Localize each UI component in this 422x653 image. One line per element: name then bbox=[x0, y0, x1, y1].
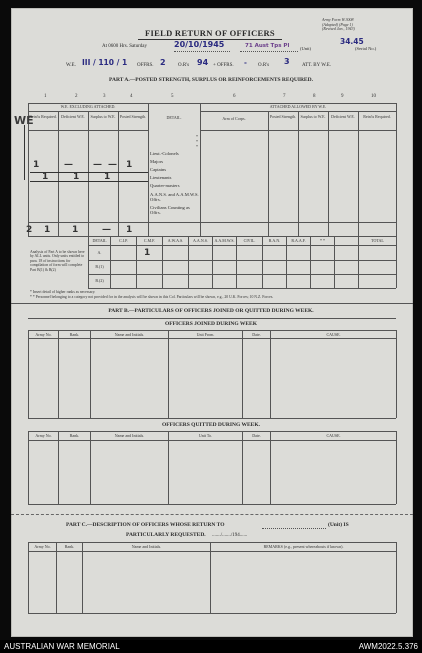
hand-r2-c1: 1 bbox=[42, 172, 49, 182]
ana-head-aans: A.A.N.S. bbox=[193, 238, 208, 243]
head-reints-left: Rein'ts Required. bbox=[29, 114, 57, 119]
quitted-head-rank: Rank. bbox=[69, 433, 80, 438]
ana-head-cip: C.I.P. bbox=[119, 238, 128, 243]
joined-head-unit-from: Unit From. bbox=[196, 332, 215, 337]
quitted-head-unit-to: Unit To. bbox=[198, 433, 213, 438]
footnote-1: * Insert detail of higher ranks as necessary. bbox=[30, 290, 96, 294]
col-num-8: 8 bbox=[313, 94, 316, 99]
joined-head-army-no: Army No. bbox=[35, 332, 52, 337]
part-c-date: ......./......./194...... bbox=[212, 533, 248, 538]
serial-label: (Serial No.) bbox=[355, 46, 377, 51]
offrs-value: 2 bbox=[160, 58, 166, 67]
rank-captains: Captains bbox=[150, 167, 167, 172]
ors-label: O.R's bbox=[178, 63, 190, 68]
ana-row-a: A. bbox=[97, 250, 102, 255]
hand-r1-c4: — bbox=[108, 160, 117, 170]
ana-head-total: TOTAL bbox=[371, 238, 384, 243]
form-title: FIELD RETURN OF OFFICERS bbox=[145, 28, 275, 38]
col-num-4: 4 bbox=[130, 94, 133, 99]
joined-title: OFFICERS JOINED DURING WEEK bbox=[164, 321, 258, 327]
col-num-9: 9 bbox=[341, 94, 344, 99]
ana-row-b2: B.(2) bbox=[95, 278, 104, 283]
archive-footer bbox=[0, 640, 422, 653]
part-b-title: PART B.—PARTICULARS OF OFFICERS JOINED OR QUITTED DURING WEEK. bbox=[108, 308, 314, 314]
hand-total-c3: 1 bbox=[72, 225, 79, 235]
ana-head-detail: DETAIL bbox=[92, 238, 107, 243]
form-ref-line2: (Adapted) (Page 1) bbox=[322, 21, 353, 27]
unit-name: 71 Aust Tps Pl bbox=[245, 43, 290, 49]
plus-offrs-value: - bbox=[244, 59, 247, 67]
hand-total-c5: 1 bbox=[126, 225, 133, 235]
form-ref bbox=[322, 18, 406, 32]
hand-r2-c2: 1 bbox=[73, 172, 80, 182]
we-value: III / 110 / 1 bbox=[82, 58, 128, 67]
hand-r1-c2: — bbox=[64, 160, 73, 170]
joined-head-rank: Rank. bbox=[69, 332, 80, 337]
head-surplus-left: Surplus to W.E. bbox=[90, 114, 116, 119]
rank-aans: A.A.N.S. and A.A.M.W.S. Offrs. bbox=[150, 192, 199, 202]
plus-offrs-label: + OFFRS. bbox=[213, 63, 234, 68]
ana-head-cmf: C.M.F. bbox=[143, 238, 156, 243]
hand-r1-c5: 1 bbox=[126, 160, 133, 170]
col-num-7: 7 bbox=[283, 94, 286, 99]
rank-majors: Majors bbox=[150, 159, 164, 164]
at-label: At 0600 Hrs. Saturday bbox=[102, 44, 147, 49]
hand-r1-c3: — bbox=[93, 160, 102, 170]
hand-r1-c1: 1 bbox=[33, 160, 40, 170]
ors2-label: O.R's bbox=[258, 63, 270, 68]
footer-accession: AWM2022.5.376 bbox=[358, 642, 418, 651]
col-num-2: 2 bbox=[75, 94, 78, 99]
head-arm-of-corps: Arm of Corps. bbox=[222, 116, 246, 121]
quitted-head-cause: CAUSE. bbox=[326, 433, 341, 438]
partc-head-name: Name and Initials. bbox=[131, 544, 162, 549]
footer-source: AUSTRALIAN WAR MEMORIAL bbox=[4, 642, 120, 651]
head-deficient-right: Deficient W.E. bbox=[331, 114, 355, 119]
joined-head-date: Date. bbox=[252, 332, 261, 337]
ors-value: 94 bbox=[197, 58, 209, 67]
group-right-label: ATTACHED ALLOWED BY W.E. bbox=[269, 104, 327, 109]
hand-total-c4: — bbox=[102, 225, 111, 235]
part-c-title-b: (Unit) IS bbox=[328, 522, 349, 528]
quitted-head-name: Name and Initials. bbox=[114, 433, 145, 438]
partc-head-rank: Rank. bbox=[64, 544, 75, 549]
head-reints-right: Rein'ts Required. bbox=[363, 114, 391, 119]
ana-row-b1: B.(1) bbox=[95, 264, 104, 269]
we-hand: WE bbox=[14, 114, 34, 127]
form-ref-line1: Army Form W.3008 bbox=[322, 17, 354, 22]
quitted-head-army-no: Army No. bbox=[35, 433, 52, 438]
part-c-title-a: PART C.—DESCRIPTION OF OFFICERS WHOSE RETURN TO bbox=[66, 522, 225, 528]
ana-head-awas: A.W.A.S. bbox=[167, 238, 184, 243]
col-num-10: 10 bbox=[371, 94, 376, 99]
detail-label: DETAIL. bbox=[166, 115, 182, 120]
quitted-title: OFFICERS QUITTED DURING WEEK. bbox=[162, 422, 260, 428]
part-a-title: PART A.—POSTED STRENGTH, SURPLUS OR REINFORCEMENTS REQUIRED. bbox=[109, 77, 313, 83]
quitted-head-date: Date. bbox=[252, 433, 261, 438]
return-date: 20/10/1945 bbox=[174, 40, 225, 49]
col-num-1: 1 bbox=[44, 94, 47, 99]
partc-head-army-no: Army No. bbox=[34, 544, 51, 549]
head-surplus-right: Surplus to W.E. bbox=[300, 114, 326, 119]
col-num-6: 6 bbox=[233, 94, 236, 99]
att-label: ATT. BY W.E. bbox=[302, 63, 332, 68]
perforation-line bbox=[11, 514, 413, 515]
hand-total-c1: 2 bbox=[26, 225, 33, 235]
col-num-3: 3 bbox=[103, 94, 106, 99]
rank-quartermasters: Quarter-masters bbox=[150, 183, 180, 188]
analysis-note: Analysis of Part A to be shown here by ALL units. Only units entitled to para. 18 of instructions for compilation of form will complete Part B(1) & B(2) bbox=[30, 250, 85, 272]
joined-head-name: Name and Initials. bbox=[114, 332, 145, 337]
offrs-label: OFFRS. bbox=[137, 63, 154, 68]
ana-hand-cmf-a: 1 bbox=[144, 248, 151, 258]
ana-head-ran: R.A.N. bbox=[268, 238, 281, 243]
rank-lieutenants: Lieutenants bbox=[150, 175, 172, 180]
we-label: W.E. bbox=[66, 63, 76, 68]
ana-head-aamws: A.A.M.W.S. bbox=[214, 238, 235, 243]
asterisk-column: * * * bbox=[196, 134, 198, 149]
ana-head-civil: CIVIL. bbox=[243, 238, 256, 243]
hand-total-c2: 1 bbox=[44, 225, 51, 235]
group-left-label: W.E. EXCLUDING ATTACHED. bbox=[60, 104, 116, 109]
head-deficient-left: Deficient W.E. bbox=[61, 114, 85, 119]
head-posted-left: Posted Strength. bbox=[119, 114, 147, 119]
joined-head-cause: CAUSE. bbox=[326, 332, 341, 337]
footnote-2: * * Personnel belonging to a category not provided for in the analysis will be shown in this Col. Particulars will be shown, e.g., 20 U.K. Forces; 10 N.Z. Forces. bbox=[30, 295, 274, 299]
rank-civilians: Civilians Counting as Offrs. bbox=[150, 205, 190, 215]
ana-head-raaf: R.A.A.F. bbox=[291, 238, 306, 243]
ors2-value: 3 bbox=[284, 57, 290, 66]
part-c-title-c: PARTICULARLY REQUESTED. bbox=[126, 532, 206, 538]
col-num-5: 5 bbox=[171, 94, 174, 99]
serial-no: 34.45 bbox=[340, 37, 364, 46]
head-posted-right: Posted Strength. bbox=[269, 114, 297, 119]
rank-lt-col: Lieut.-Colonels bbox=[150, 151, 179, 156]
ana-head-other: * * bbox=[320, 238, 325, 243]
unit-label: (Unit) bbox=[300, 46, 311, 51]
form-ref-line3: (Revised Jan., 1943) bbox=[322, 26, 355, 31]
rank-list bbox=[150, 150, 200, 215]
partc-head-remarks: REMARKS (e.g., present whereabouts if known). bbox=[263, 544, 344, 549]
hand-r2-c3: 1 bbox=[104, 172, 111, 182]
